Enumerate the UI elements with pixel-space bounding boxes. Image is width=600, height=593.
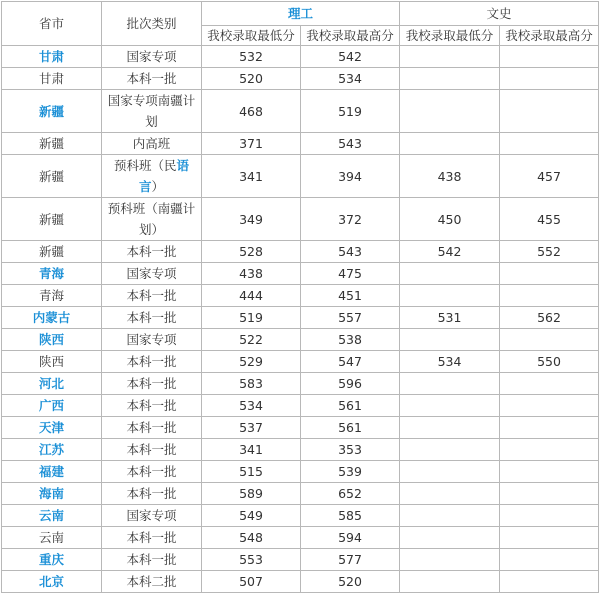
sci-max-cell: 520 xyxy=(301,571,400,593)
province-text: 甘肃 xyxy=(38,71,64,86)
province-cell[interactable] xyxy=(2,90,102,133)
sci-max-cell: 543 xyxy=(301,241,400,263)
sci-min-cell: 537 xyxy=(202,417,301,439)
arts-max-cell xyxy=(500,571,599,593)
province-cell[interactable] xyxy=(2,417,102,439)
sci-max-cell: 451 xyxy=(301,285,400,307)
province-text: 新疆 xyxy=(38,244,64,259)
category-cell: 本科二批 xyxy=(102,571,202,593)
sci-max-cell: 543 xyxy=(301,133,400,155)
arts-max-cell xyxy=(500,461,599,483)
province-link[interactable]: 广西 xyxy=(38,398,64,413)
table-row xyxy=(2,329,599,351)
category-cell: 本科一批 xyxy=(102,527,202,549)
arts-min-cell: 534 xyxy=(400,351,500,373)
sci-min-cell: 548 xyxy=(202,527,301,549)
header-province: 省市 xyxy=(2,2,102,46)
header-arts: 文史 xyxy=(400,2,599,26)
category-cell: 本科一批 xyxy=(102,549,202,571)
arts-max-cell xyxy=(500,527,599,549)
category-cell: 国家专项 xyxy=(102,505,202,527)
province-cell xyxy=(2,527,102,549)
category-text: 预科班（民 xyxy=(113,158,177,173)
category-cell: 本科一批 xyxy=(102,285,202,307)
arts-min-cell: 450 xyxy=(400,198,500,241)
sci-max-cell: 539 xyxy=(301,461,400,483)
province-cell[interactable] xyxy=(2,263,102,285)
arts-min-cell xyxy=(400,373,500,395)
arts-max-cell xyxy=(500,329,599,351)
arts-max-cell xyxy=(500,68,599,90)
province-cell xyxy=(2,133,102,155)
header-category: 批次类别 xyxy=(102,2,202,46)
sci-min-cell: 519 xyxy=(202,307,301,329)
sci-max-cell: 594 xyxy=(301,527,400,549)
arts-min-cell xyxy=(400,571,500,593)
sci-min-cell: 341 xyxy=(202,155,301,198)
arts-min-cell xyxy=(400,68,500,90)
table-row xyxy=(2,527,599,549)
sci-max-cell: 547 xyxy=(301,351,400,373)
arts-max-cell xyxy=(500,417,599,439)
sci-min-cell: 553 xyxy=(202,549,301,571)
sci-min-cell: 522 xyxy=(202,329,301,351)
sci-max-cell: 394 xyxy=(301,155,400,198)
arts-min-cell xyxy=(400,527,500,549)
table-row xyxy=(2,439,599,461)
arts-max-cell: 455 xyxy=(500,198,599,241)
table-row xyxy=(2,571,599,593)
province-cell[interactable] xyxy=(2,505,102,527)
province-text: 新疆 xyxy=(38,136,64,151)
category-link[interactable]: 语言 xyxy=(138,158,190,194)
sci-max-cell: 542 xyxy=(301,46,400,68)
sci-min-cell: 549 xyxy=(202,505,301,527)
arts-min-cell xyxy=(400,439,500,461)
category-cell: 本科一批 xyxy=(102,307,202,329)
sci-min-cell: 444 xyxy=(202,285,301,307)
table-row xyxy=(2,461,599,483)
arts-max-cell xyxy=(500,439,599,461)
arts-min-cell xyxy=(400,263,500,285)
category-cell: 本科一批 xyxy=(102,417,202,439)
category-cell: 本科一批 xyxy=(102,395,202,417)
province-link[interactable]: 河北 xyxy=(38,376,64,391)
province-cell[interactable] xyxy=(2,373,102,395)
category-cell: 本科一批 xyxy=(102,461,202,483)
sci-min-cell: 529 xyxy=(202,351,301,373)
arts-min-cell: 438 xyxy=(400,155,500,198)
category-cell: 预科班（南疆计划） xyxy=(102,198,202,241)
header-arts-min: 我校录取最低分 xyxy=(400,26,500,46)
arts-max-cell: 552 xyxy=(500,241,599,263)
arts-min-cell xyxy=(400,133,500,155)
category-cell: 本科一批 xyxy=(102,483,202,505)
sci-max-cell: 652 xyxy=(301,483,400,505)
table-row xyxy=(2,417,599,439)
sci-min-cell: 534 xyxy=(202,395,301,417)
province-link[interactable]: 北京 xyxy=(38,574,64,589)
arts-max-cell xyxy=(500,505,599,527)
header-science-max: 我校录取最高分 xyxy=(301,26,400,46)
province-link[interactable]: 江苏 xyxy=(38,442,64,457)
table-row xyxy=(2,198,599,241)
province-link[interactable]: 陕西 xyxy=(38,332,64,347)
arts-min-cell xyxy=(400,505,500,527)
arts-max-cell: 562 xyxy=(500,307,599,329)
arts-max-cell xyxy=(500,263,599,285)
arts-min-cell xyxy=(400,46,500,68)
header-science-min: 我校录取最低分 xyxy=(202,26,301,46)
province-text: 新疆 xyxy=(38,168,64,184)
header-row-1 xyxy=(2,2,599,26)
province-link[interactable]: 青海 xyxy=(38,266,64,281)
province-link[interactable]: 云南 xyxy=(38,508,64,523)
sci-min-cell: 349 xyxy=(202,198,301,241)
province-cell xyxy=(2,285,102,307)
category-cell: 本科一批 xyxy=(102,241,202,263)
sci-max-cell: 596 xyxy=(301,373,400,395)
province-cell[interactable] xyxy=(2,571,102,593)
province-link[interactable]: 内蒙古 xyxy=(32,310,71,325)
province-cell xyxy=(2,241,102,263)
province-cell[interactable] xyxy=(2,461,102,483)
sci-max-cell: 538 xyxy=(301,329,400,351)
sci-min-cell: 438 xyxy=(202,263,301,285)
sci-min-cell: 371 xyxy=(202,133,301,155)
arts-max-cell: 457 xyxy=(500,155,599,198)
province-cell[interactable] xyxy=(2,329,102,351)
table-row xyxy=(2,395,599,417)
table-row xyxy=(2,373,599,395)
province-cell xyxy=(2,351,102,373)
sci-max-cell: 519 xyxy=(301,90,400,133)
science-link[interactable]: 理工 xyxy=(288,6,314,21)
province-text: 陕西 xyxy=(38,354,64,369)
header-arts-max: 我校录取最高分 xyxy=(500,26,599,46)
table-row xyxy=(2,241,599,263)
table-row xyxy=(2,46,599,68)
sci-min-cell: 341 xyxy=(202,439,301,461)
arts-max-cell xyxy=(500,373,599,395)
province-cell[interactable] xyxy=(2,307,102,329)
sci-max-cell: 557 xyxy=(301,307,400,329)
table-row xyxy=(2,68,599,90)
arts-max-cell xyxy=(500,549,599,571)
arts-min-cell xyxy=(400,329,500,351)
sci-min-cell: 589 xyxy=(202,483,301,505)
arts-min-cell xyxy=(400,395,500,417)
sci-min-cell: 515 xyxy=(202,461,301,483)
category-cell: 本科一批 xyxy=(102,439,202,461)
admission-scores-table xyxy=(1,1,599,593)
table-row xyxy=(2,351,599,373)
arts-min-cell xyxy=(400,90,500,133)
table-row xyxy=(2,549,599,571)
province-link[interactable]: 天津 xyxy=(38,420,64,435)
category-cell xyxy=(102,155,202,198)
arts-min-cell xyxy=(400,417,500,439)
table-row xyxy=(2,90,599,133)
arts-min-cell xyxy=(400,285,500,307)
category-cell: 国家专项 xyxy=(102,46,202,68)
arts-max-cell xyxy=(500,285,599,307)
sci-max-cell: 534 xyxy=(301,68,400,90)
sci-min-cell: 468 xyxy=(202,90,301,133)
category-cell: 国家专项 xyxy=(102,263,202,285)
province-cell[interactable] xyxy=(2,46,102,68)
arts-min-cell xyxy=(400,549,500,571)
arts-max-cell xyxy=(500,90,599,133)
arts-max-cell: 550 xyxy=(500,351,599,373)
category-cell: 本科一批 xyxy=(102,373,202,395)
province-link[interactable]: 新疆 xyxy=(38,103,64,119)
arts-max-cell xyxy=(500,46,599,68)
sci-min-cell: 583 xyxy=(202,373,301,395)
table-row xyxy=(2,307,599,329)
category-cell: 国家专项 xyxy=(102,329,202,351)
province-text: 新疆 xyxy=(38,211,64,227)
province-text: 云南 xyxy=(38,530,64,545)
province-link[interactable]: 海南 xyxy=(38,486,64,501)
arts-max-cell xyxy=(500,395,599,417)
header-science[interactable] xyxy=(202,2,400,26)
sci-max-cell: 585 xyxy=(301,505,400,527)
province-cell[interactable] xyxy=(2,395,102,417)
sci-min-cell: 532 xyxy=(202,46,301,68)
arts-max-cell xyxy=(500,483,599,505)
province-link[interactable]: 福建 xyxy=(38,464,64,479)
sci-max-cell: 353 xyxy=(301,439,400,461)
arts-min-cell: 531 xyxy=(400,307,500,329)
province-cell xyxy=(2,198,102,241)
province-cell[interactable] xyxy=(2,483,102,505)
table-row xyxy=(2,263,599,285)
sci-min-cell: 528 xyxy=(202,241,301,263)
table-row xyxy=(2,505,599,527)
sci-max-cell: 561 xyxy=(301,395,400,417)
table-row xyxy=(2,133,599,155)
sci-max-cell: 561 xyxy=(301,417,400,439)
table-row xyxy=(2,155,599,198)
province-cell[interactable] xyxy=(2,549,102,571)
category-cell: 本科一批 xyxy=(102,68,202,90)
arts-min-cell xyxy=(400,483,500,505)
sci-min-cell: 520 xyxy=(202,68,301,90)
category-cell: 本科一批 xyxy=(102,351,202,373)
province-text: 青海 xyxy=(38,288,64,303)
province-link[interactable]: 甘肃 xyxy=(38,49,64,64)
arts-min-cell xyxy=(400,461,500,483)
arts-min-cell: 542 xyxy=(400,241,500,263)
table-row xyxy=(2,483,599,505)
province-link[interactable]: 重庆 xyxy=(38,552,64,567)
arts-max-cell xyxy=(500,133,599,155)
table-row xyxy=(2,285,599,307)
province-cell[interactable] xyxy=(2,439,102,461)
category-text: ） xyxy=(151,179,165,194)
category-cell: 国家专项南疆计划 xyxy=(102,90,202,133)
sci-min-cell: 507 xyxy=(202,571,301,593)
category-cell: 内高班 xyxy=(102,133,202,155)
province-cell xyxy=(2,155,102,198)
sci-max-cell: 372 xyxy=(301,198,400,241)
sci-max-cell: 475 xyxy=(301,263,400,285)
province-cell xyxy=(2,68,102,90)
sci-max-cell: 577 xyxy=(301,549,400,571)
